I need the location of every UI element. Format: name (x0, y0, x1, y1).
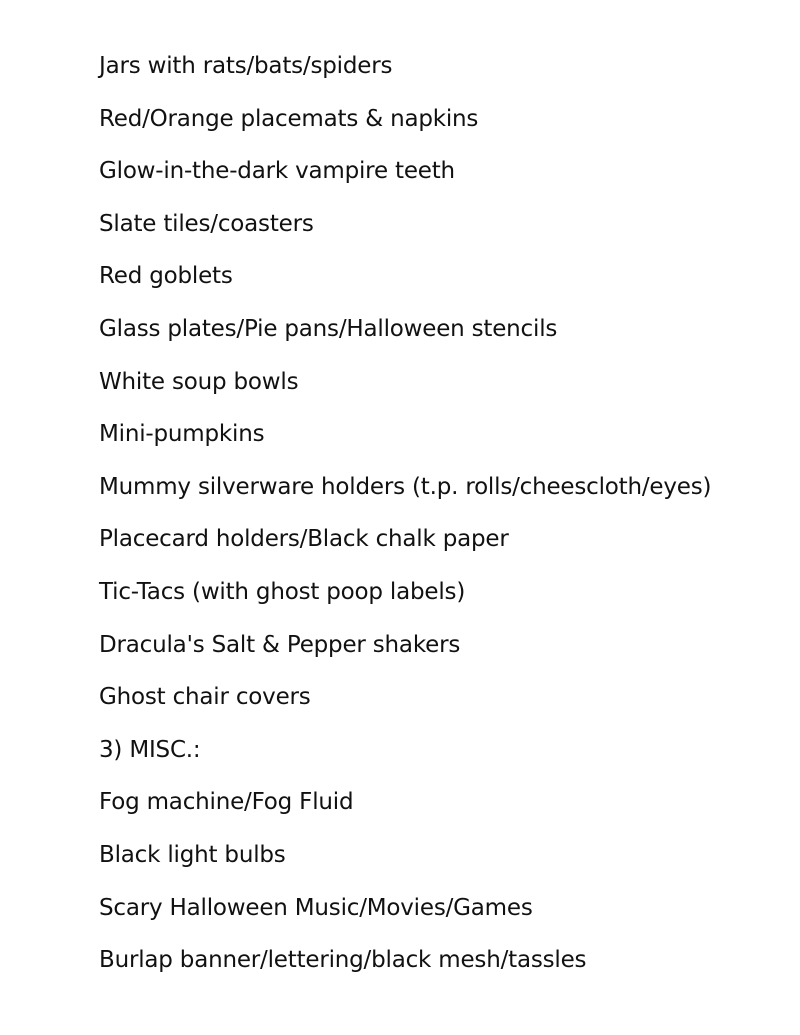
section-heading: 3) MISC.: (99, 736, 201, 763)
list-item: Ghost chair covers (99, 684, 311, 711)
list-item: Mini-pumpkins (99, 421, 265, 448)
list-item: Slate tiles/coasters (99, 210, 314, 237)
supply-list (99, 46, 711, 993)
list-item: Black light bulbs (99, 841, 286, 868)
list-item: Red goblets (99, 263, 233, 290)
list-item: Mummy silverware holders (t.p. rolls/cheescloth/eyes) (99, 473, 712, 500)
list-item: Glass plates/Pie pans/Halloween stencils (99, 315, 558, 342)
list-item: Burlap banner/lettering/black mesh/tassles (99, 947, 587, 974)
list-item: Red/Orange placemats & napkins (99, 105, 479, 132)
list-item: Jars with rats/bats/spiders (99, 53, 393, 79)
list-item: White soup bowls (99, 368, 299, 395)
list-item: Dracula's Salt & Pepper shakers (99, 631, 461, 658)
list-item: Placecard holders/Black chalk paper (99, 526, 509, 553)
list-item: Tic-Tacs (with ghost poop labels) (99, 578, 466, 605)
list-item: Glow-in-the-dark vampire teeth (99, 158, 455, 185)
list-item: Fog machine/Fog Fluid (99, 789, 354, 816)
list-item: Scary Halloween Music/Movies/Games (99, 894, 533, 921)
